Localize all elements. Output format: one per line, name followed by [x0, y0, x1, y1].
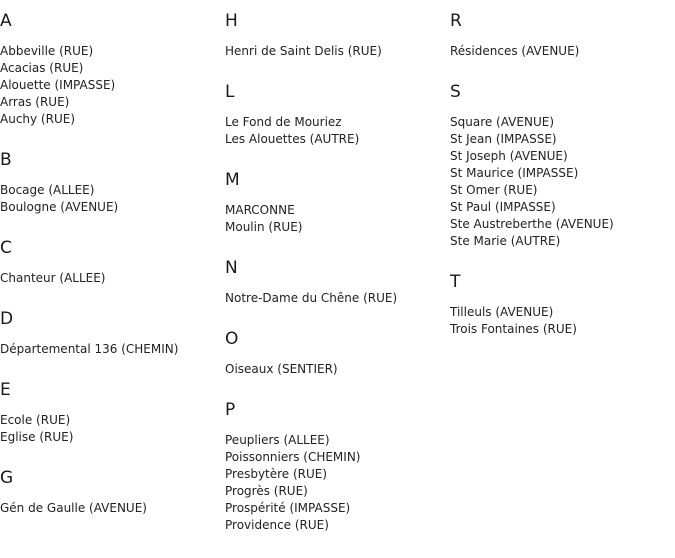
letter-group-s: [450, 82, 672, 250]
street-item[interactable]: Arras (RUE): [0, 95, 70, 109]
street-list: [225, 290, 447, 307]
street-item[interactable]: St Omer (RUE): [450, 183, 538, 197]
street-item[interactable]: Presbytère (RUE): [225, 467, 328, 481]
letter-group-a: [0, 11, 222, 128]
section-letter-heading: H: [225, 11, 238, 31]
street-item[interactable]: Chanteur (ALLEE): [0, 271, 106, 285]
street-item[interactable]: Eglise (RUE): [0, 430, 74, 444]
letter-group-e: [0, 380, 222, 446]
street-item[interactable]: Peupliers (ALLEE): [225, 433, 330, 447]
street-list: [450, 304, 672, 338]
street-index-column-1: [0, 0, 222, 517]
letter-group-d: [0, 309, 222, 358]
section-letter-heading: D: [0, 309, 14, 329]
street-item[interactable]: St Paul (IMPASSE): [450, 200, 556, 214]
street-item[interactable]: Oiseaux (SENTIER): [225, 362, 338, 376]
street-item[interactable]: Tilleuls (AVENUE): [450, 305, 554, 319]
street-list: [450, 114, 672, 250]
street-index-column-2: [225, 0, 447, 534]
section-letter-heading: E: [0, 380, 11, 400]
street-index-column-3: [450, 0, 672, 338]
street-list: [225, 361, 447, 378]
street-item[interactable]: Auchy (RUE): [0, 112, 75, 126]
letter-group-h: [225, 11, 447, 60]
letter-group-o: [225, 329, 447, 378]
letter-group-b: [0, 150, 222, 216]
street-item[interactable]: Ste Marie (AUTRE): [450, 234, 561, 248]
section-letter-heading: R: [450, 11, 462, 31]
street-item[interactable]: Départemental 136 (CHEMIN): [0, 342, 179, 356]
section-letter-heading: P: [225, 400, 236, 420]
street-item[interactable]: Acacias (RUE): [0, 61, 84, 75]
section-letter-heading: C: [0, 238, 12, 258]
street-item[interactable]: Résidences (AVENUE): [450, 44, 580, 58]
section-letter-heading: B: [0, 150, 12, 170]
section-letter-heading: L: [225, 82, 235, 102]
section-letter-heading: T: [450, 272, 461, 292]
street-item[interactable]: Progrès (RUE): [225, 484, 308, 498]
street-item[interactable]: Henri de Saint Delis (RUE): [225, 44, 382, 58]
street-item[interactable]: Poissonniers (CHEMIN): [225, 450, 361, 464]
street-item[interactable]: Alouette (IMPASSE): [0, 78, 116, 92]
street-list: [225, 43, 447, 60]
street-list: [0, 270, 222, 287]
street-item[interactable]: Moulin (RUE): [225, 220, 303, 234]
letter-group-t: [450, 272, 672, 338]
letter-group-p: [225, 400, 447, 534]
street-list: [0, 182, 222, 216]
street-item[interactable]: Square (AVENUE): [450, 115, 554, 129]
street-item[interactable]: Prospérité (IMPASSE): [225, 501, 351, 515]
street-item[interactable]: MARCONNE: [225, 203, 295, 217]
street-list: [225, 432, 447, 534]
letter-group-g: [0, 468, 222, 517]
street-item[interactable]: Notre-Dame du Chêne (RUE): [225, 291, 398, 305]
street-item[interactable]: Boulogne (AVENUE): [0, 200, 119, 214]
street-item[interactable]: Trois Fontaines (RUE): [450, 322, 577, 336]
street-item[interactable]: Les Alouettes (AUTRE): [225, 132, 360, 146]
street-list: [0, 500, 222, 517]
street-item[interactable]: St Joseph (AVENUE): [450, 149, 568, 163]
letter-group-n: [225, 258, 447, 307]
street-list: [225, 202, 447, 236]
letter-group-c: [0, 238, 222, 287]
section-letter-heading: O: [225, 329, 239, 349]
section-letter-heading: M: [225, 170, 240, 190]
street-item[interactable]: Ste Austreberthe (AVENUE): [450, 217, 614, 231]
street-list: [225, 114, 447, 148]
street-list: [0, 43, 222, 128]
street-item[interactable]: Abbeville (RUE): [0, 44, 94, 58]
section-letter-heading: A: [0, 11, 12, 31]
section-letter-heading: S: [450, 82, 461, 102]
street-item[interactable]: Le Fond de Mouriez: [225, 115, 342, 129]
letter-group-r: [450, 11, 672, 60]
street-item[interactable]: Providence (RUE): [225, 518, 329, 532]
street-list: [0, 341, 222, 358]
street-item[interactable]: Ecole (RUE): [0, 413, 71, 427]
section-letter-heading: G: [0, 468, 14, 488]
street-item[interactable]: St Maurice (IMPASSE): [450, 166, 579, 180]
street-item[interactable]: Gén de Gaulle (AVENUE): [0, 501, 147, 515]
street-item[interactable]: Bocage (ALLEE): [0, 183, 95, 197]
letter-group-l: [225, 82, 447, 148]
letter-group-m: [225, 170, 447, 236]
street-item[interactable]: St Jean (IMPASSE): [450, 132, 557, 146]
street-list: [0, 412, 222, 446]
section-letter-heading: N: [225, 258, 238, 278]
street-list: [450, 43, 672, 60]
